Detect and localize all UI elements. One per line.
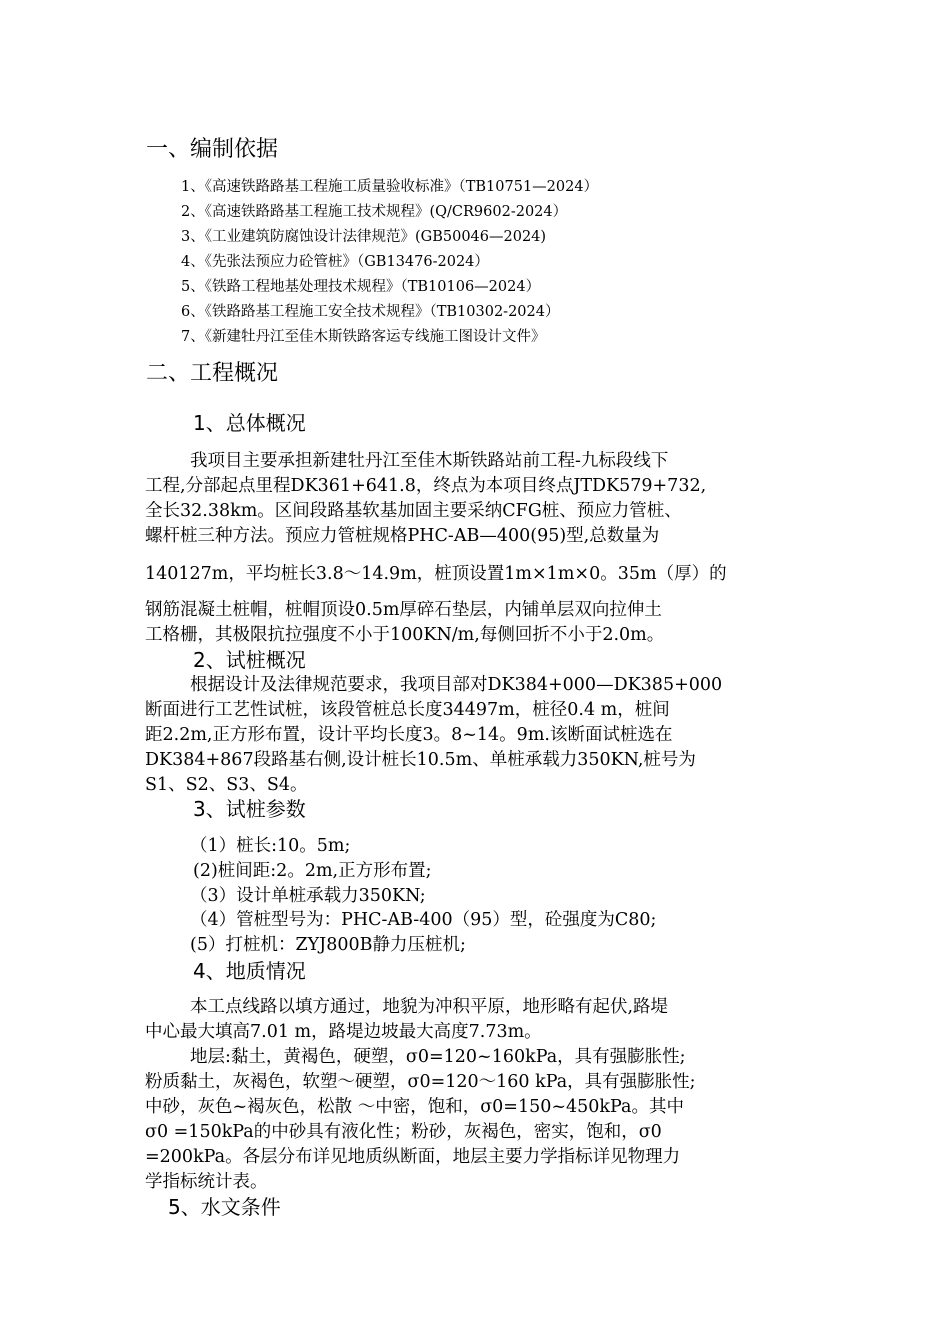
test-params-heading: 3、试桩参数 <box>193 797 306 821</box>
text-line: DK384+867段路基右侧,设计桩长10.5m、单桩承载力350KN,桩号为 <box>145 750 696 770</box>
text-line: 钢筋混凝土桩帽，桩帽顶设0.5m厚碎石垫层，内铺单层双向拉伸土 <box>145 600 662 620</box>
reference-item: 2、《高速铁路路基工程施工技术规程》(Q/CR9602-2024） <box>181 204 568 220</box>
reference-item: 6、《铁路路基工程施工安全技术规程》（TB10302-2024） <box>181 304 560 320</box>
text-line: S1、S2、S3、S4。 <box>145 775 308 795</box>
text-line: 螺杆桩三种方法。预应力管桩规格PHC-AB—400(95)型,总数量为 <box>145 526 660 546</box>
list-item: (5）打桩机：ZYJ800B静力压桩机; <box>190 935 466 955</box>
text-line: 距2.2m,正方形布置，设计平均长度3。8~14。9m.该断面试桩选在 <box>145 725 673 745</box>
section-2-heading: 二、工程概况 <box>146 361 279 386</box>
text-line: 粉质黏土，灰褐色，软塑～硬塑，σ0=120～160 kPa，具有强膨胀性; <box>145 1072 696 1092</box>
text-line: 地层:黏土，黄褐色，硬塑，σ0=120~160kPa，具有强膨胀性; <box>190 1047 686 1067</box>
list-item: （4）管桩型号为：PHC-AB-400（95）型，砼强度为C80; <box>190 910 657 930</box>
text-line: 中砂，灰色~褐灰色，松散 ～中密，饱和，σ0=150~450kPa。其中 <box>145 1097 684 1117</box>
list-item: （3）设计单桩承载力350KN; <box>190 886 426 906</box>
text-line: 我项目主要承担新建牡丹江至佳木斯铁路站前工程-九标段线下 <box>190 451 669 471</box>
list-item: （1）桩长:10。5m; <box>190 836 351 856</box>
text-line: σ0 =150kPa的中砂具有液化性；粉砂，灰褐色，密实，饱和，σ0 <box>145 1122 662 1142</box>
text-line: 140127m，平均桩长3.8～14.9m，桩顶设置1m×1m×0。35m（厚）的 <box>145 564 727 584</box>
section-1-heading: 一、编制依据 <box>146 137 279 162</box>
hydrology-heading: 5、水文条件 <box>168 1195 281 1219</box>
text-line: 学指标统计表。 <box>145 1172 268 1192</box>
text-line: 中心最大填高7.01 m，路堤边坡最大高度7.73m。 <box>145 1022 542 1042</box>
test-pile-heading: 2、试桩概况 <box>193 648 306 672</box>
reference-item: 3、《工业建筑防腐蚀设计法律规范》(GB50046—2024) <box>181 229 547 245</box>
reference-item: 7、《新建牡丹江至佳木斯铁路客运专线施工图设计文件》 <box>181 329 546 345</box>
reference-item: 1、《高速铁路路基工程施工质量验收标准》（TB10751—2024） <box>181 179 599 195</box>
text-line: 全长32.38km。区间段路基软基加固主要采纳CFG桩、预应力管桩、 <box>145 501 682 521</box>
geology-heading: 4、地质情况 <box>193 959 306 983</box>
text-line: 断面进行工艺性试桩，该段管桩总长度34497m，桩径0.4 m，桩间 <box>145 700 670 720</box>
text-line: 工程,分部起点里程DK361+641.8，终点为本项目终点JTDK579+732, <box>145 476 707 496</box>
text-line: =200kPa。各层分布详见地质纵断面，地层主要力学指标详见物理力 <box>145 1147 681 1167</box>
reference-item: 4、《先张法预应力砼管桩》（GB13476-2024） <box>181 254 489 270</box>
text-line: 工格栅，其极限抗拉强度不小于100KN/m,每侧回折不小于2.0m。 <box>145 625 665 645</box>
text-line: 本工点线路以填方通过，地貌为冲积平原，地形略有起伏,路堤 <box>190 997 669 1017</box>
list-item: (2)桩间距:2。2m,正方形布置; <box>193 861 432 881</box>
overview-heading: 1、总体概况 <box>193 411 306 435</box>
reference-item: 5、《铁路工程地基处理技术规程》（TB10106—2024） <box>181 279 541 295</box>
text-line: 根据设计及法律规范要求，我项目部对DK384+000—DK385+000 <box>190 675 723 695</box>
